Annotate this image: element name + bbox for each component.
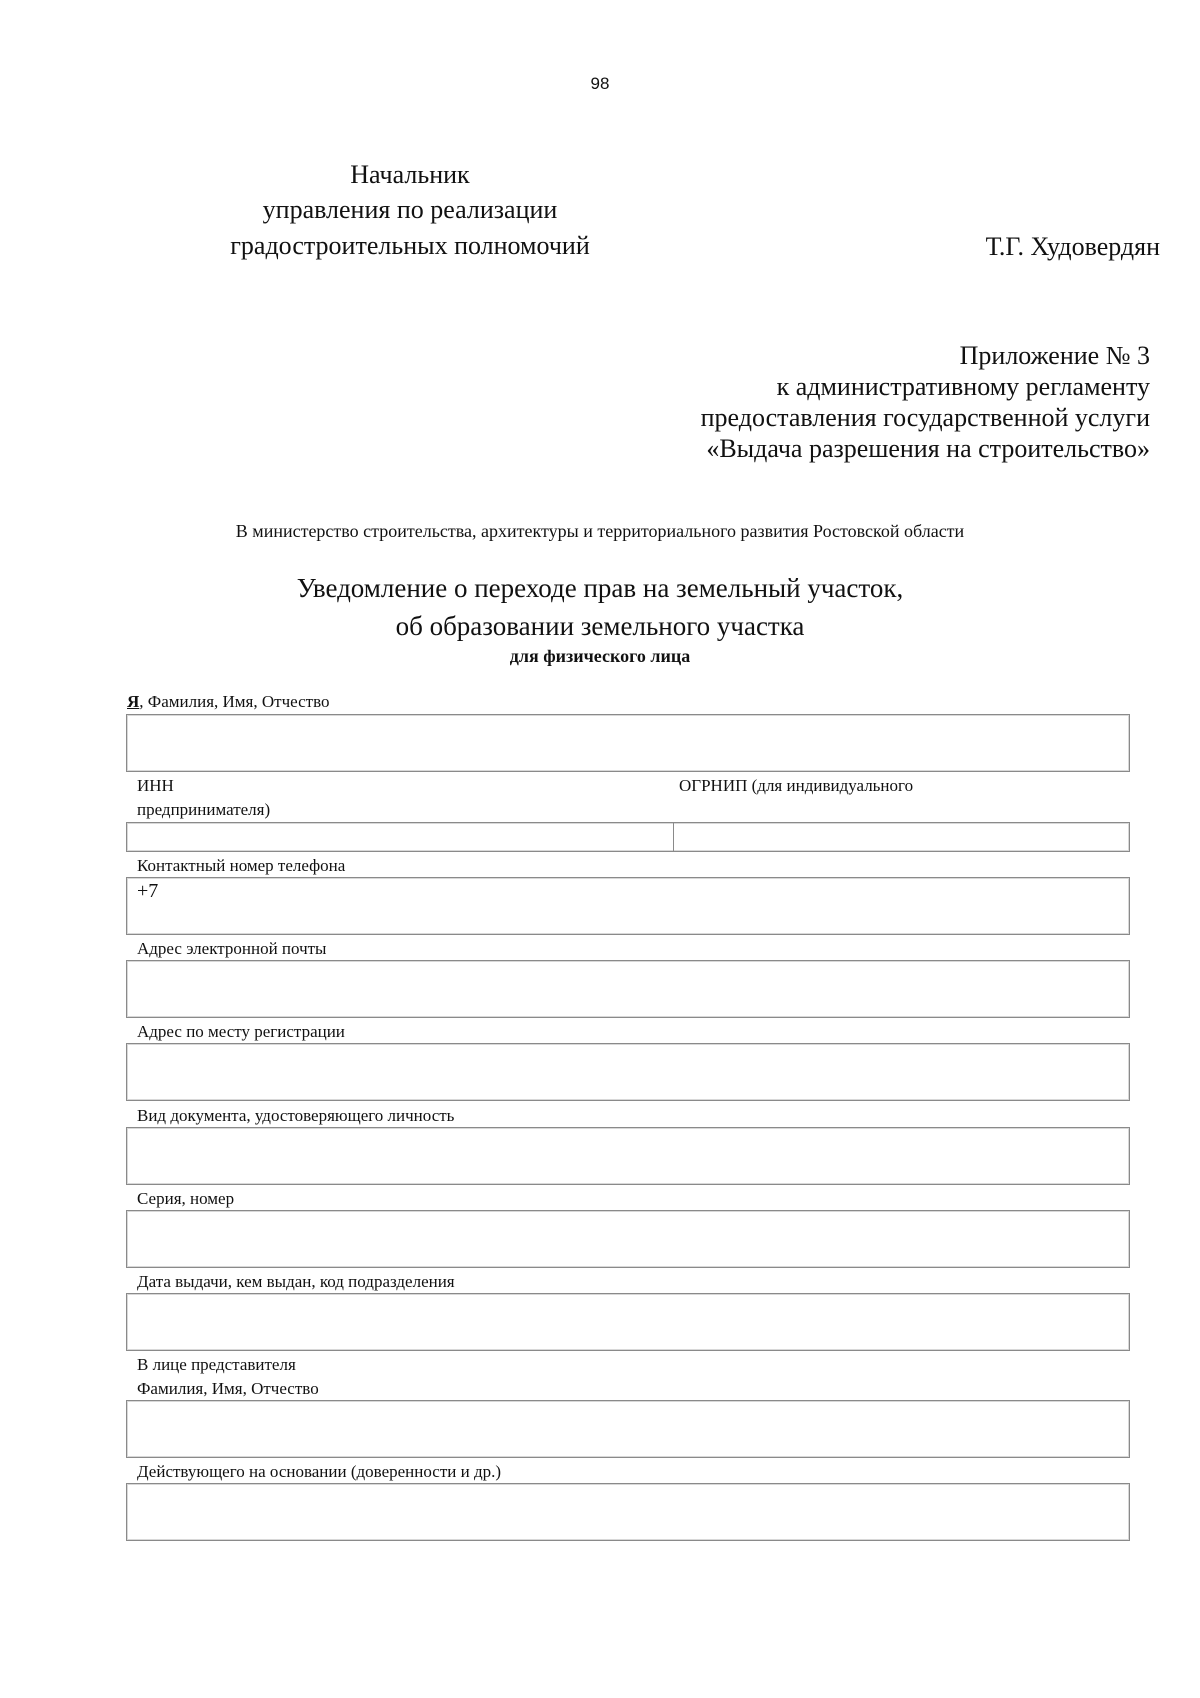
representative-fio-field[interactable] xyxy=(126,1400,1130,1458)
fio-label-text: , Фамилия, Имя, Отчество xyxy=(139,692,330,711)
document-title-line: об образовании земельного участка xyxy=(395,611,805,641)
email-field[interactable] xyxy=(126,960,1130,1018)
basis-field[interactable] xyxy=(126,1483,1130,1541)
inn-label: ИНН xyxy=(137,776,174,795)
signature-name: Т.Г. Худовердян xyxy=(985,232,1160,261)
basis-label: Действующего на основании (доверенности и др.) xyxy=(137,1462,502,1481)
phone-field[interactable] xyxy=(126,877,1130,935)
signature-title-line: Начальник xyxy=(350,160,470,189)
representative-fio-label: Фамилия, Имя, Отчество xyxy=(137,1379,319,1398)
fio-prefix: Я xyxy=(127,692,140,711)
series-number-label: Серия, номер xyxy=(137,1189,235,1208)
id-document-field[interactable] xyxy=(126,1127,1130,1185)
document-subtitle: для физического лица xyxy=(509,646,691,666)
ogrnip-label-continuation: предпринимателя) xyxy=(137,800,271,819)
issue-details-label: Дата выдачи, кем выдан, код подразделения xyxy=(137,1272,455,1291)
ogrnip-field[interactable] xyxy=(673,823,1129,851)
fio-label xyxy=(127,692,329,712)
appendix-line: предоставления государственной услуги xyxy=(700,403,1150,432)
representative-label: В лице представителя xyxy=(137,1355,296,1374)
address-field[interactable] xyxy=(126,1043,1130,1101)
ogrnip-label: ОГРНИП (для индивидуального xyxy=(679,776,914,795)
inn-field[interactable] xyxy=(127,823,673,851)
appendix-header xyxy=(701,340,1150,464)
document-title-line: Уведомление о переходе прав на земельный участок, xyxy=(296,573,904,603)
series-number-field[interactable] xyxy=(126,1210,1130,1268)
appendix-line: Приложение № 3 xyxy=(959,341,1150,370)
signature-title-line: градостроительных полномочий xyxy=(230,231,590,260)
signature-title-line: управления по реализации xyxy=(262,195,558,224)
document-title xyxy=(0,569,1200,645)
addressee: В министерство строительства, архитектуры и территориального развития Ростовской области xyxy=(235,521,965,541)
phone-label: Контактный номер телефона xyxy=(137,856,346,875)
inn-ogrnip-row xyxy=(126,822,1130,852)
page-number: 98 xyxy=(590,74,610,93)
phone-prefix: +7 xyxy=(137,880,159,902)
fio-field[interactable] xyxy=(126,714,1130,772)
appendix-line: к административному регламенту xyxy=(776,372,1150,401)
issue-details-field[interactable] xyxy=(126,1293,1130,1351)
email-label: Адрес электронной почты xyxy=(137,939,327,958)
appendix-line: «Выдача разрешения на строительство» xyxy=(706,434,1150,463)
address-label: Адрес по месту регистрации xyxy=(137,1022,345,1041)
id-document-label: Вид документа, удостоверяющего личность xyxy=(137,1106,455,1125)
